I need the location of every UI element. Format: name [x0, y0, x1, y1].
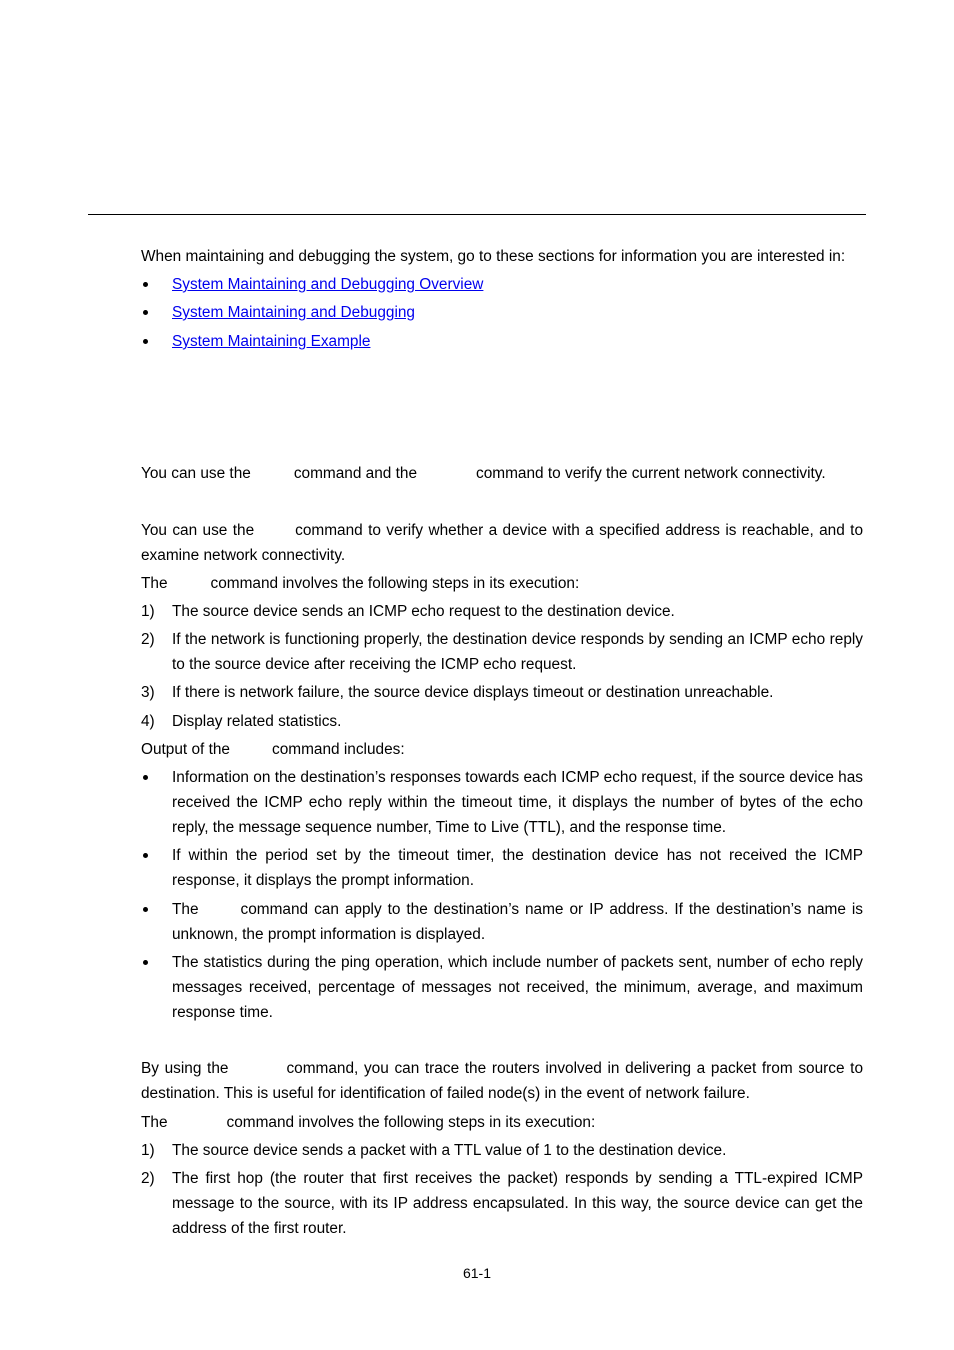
page-number: 61-1	[462, 1265, 492, 1281]
tracert-steps-intro: The command involves the following steps in its execution:	[141, 1114, 596, 1131]
intro-text: When maintaining and debugging the system, go to these sections for information you are interested in:	[141, 248, 846, 265]
toc-link-overview[interactable]: System Maintaining and Debugging Overview	[172, 276, 484, 293]
ping-steps-intro: The command involves the following steps in its execution:	[141, 575, 580, 592]
tracert-paragraph: By using the command, you can trace the routers involved in delivering a packet from source to destination. This is useful for identification of failed node(s) in the event of network failure.	[141, 1060, 864, 1102]
overview-paragraph: You can use the command and the command to verify the current network connectivity.	[141, 465, 826, 482]
title-divider	[88, 214, 866, 215]
toc-link-maintaining-debugging[interactable]: System Maintaining and Debugging	[172, 304, 415, 321]
ping-paragraph: You can use the command to verify whether a device with a specified address is reachable, and to examine network connectivity.	[141, 522, 863, 564]
ping-output-intro: Output of the command includes:	[141, 741, 405, 758]
toc-link-example[interactable]: System Maintaining Example	[172, 333, 371, 350]
